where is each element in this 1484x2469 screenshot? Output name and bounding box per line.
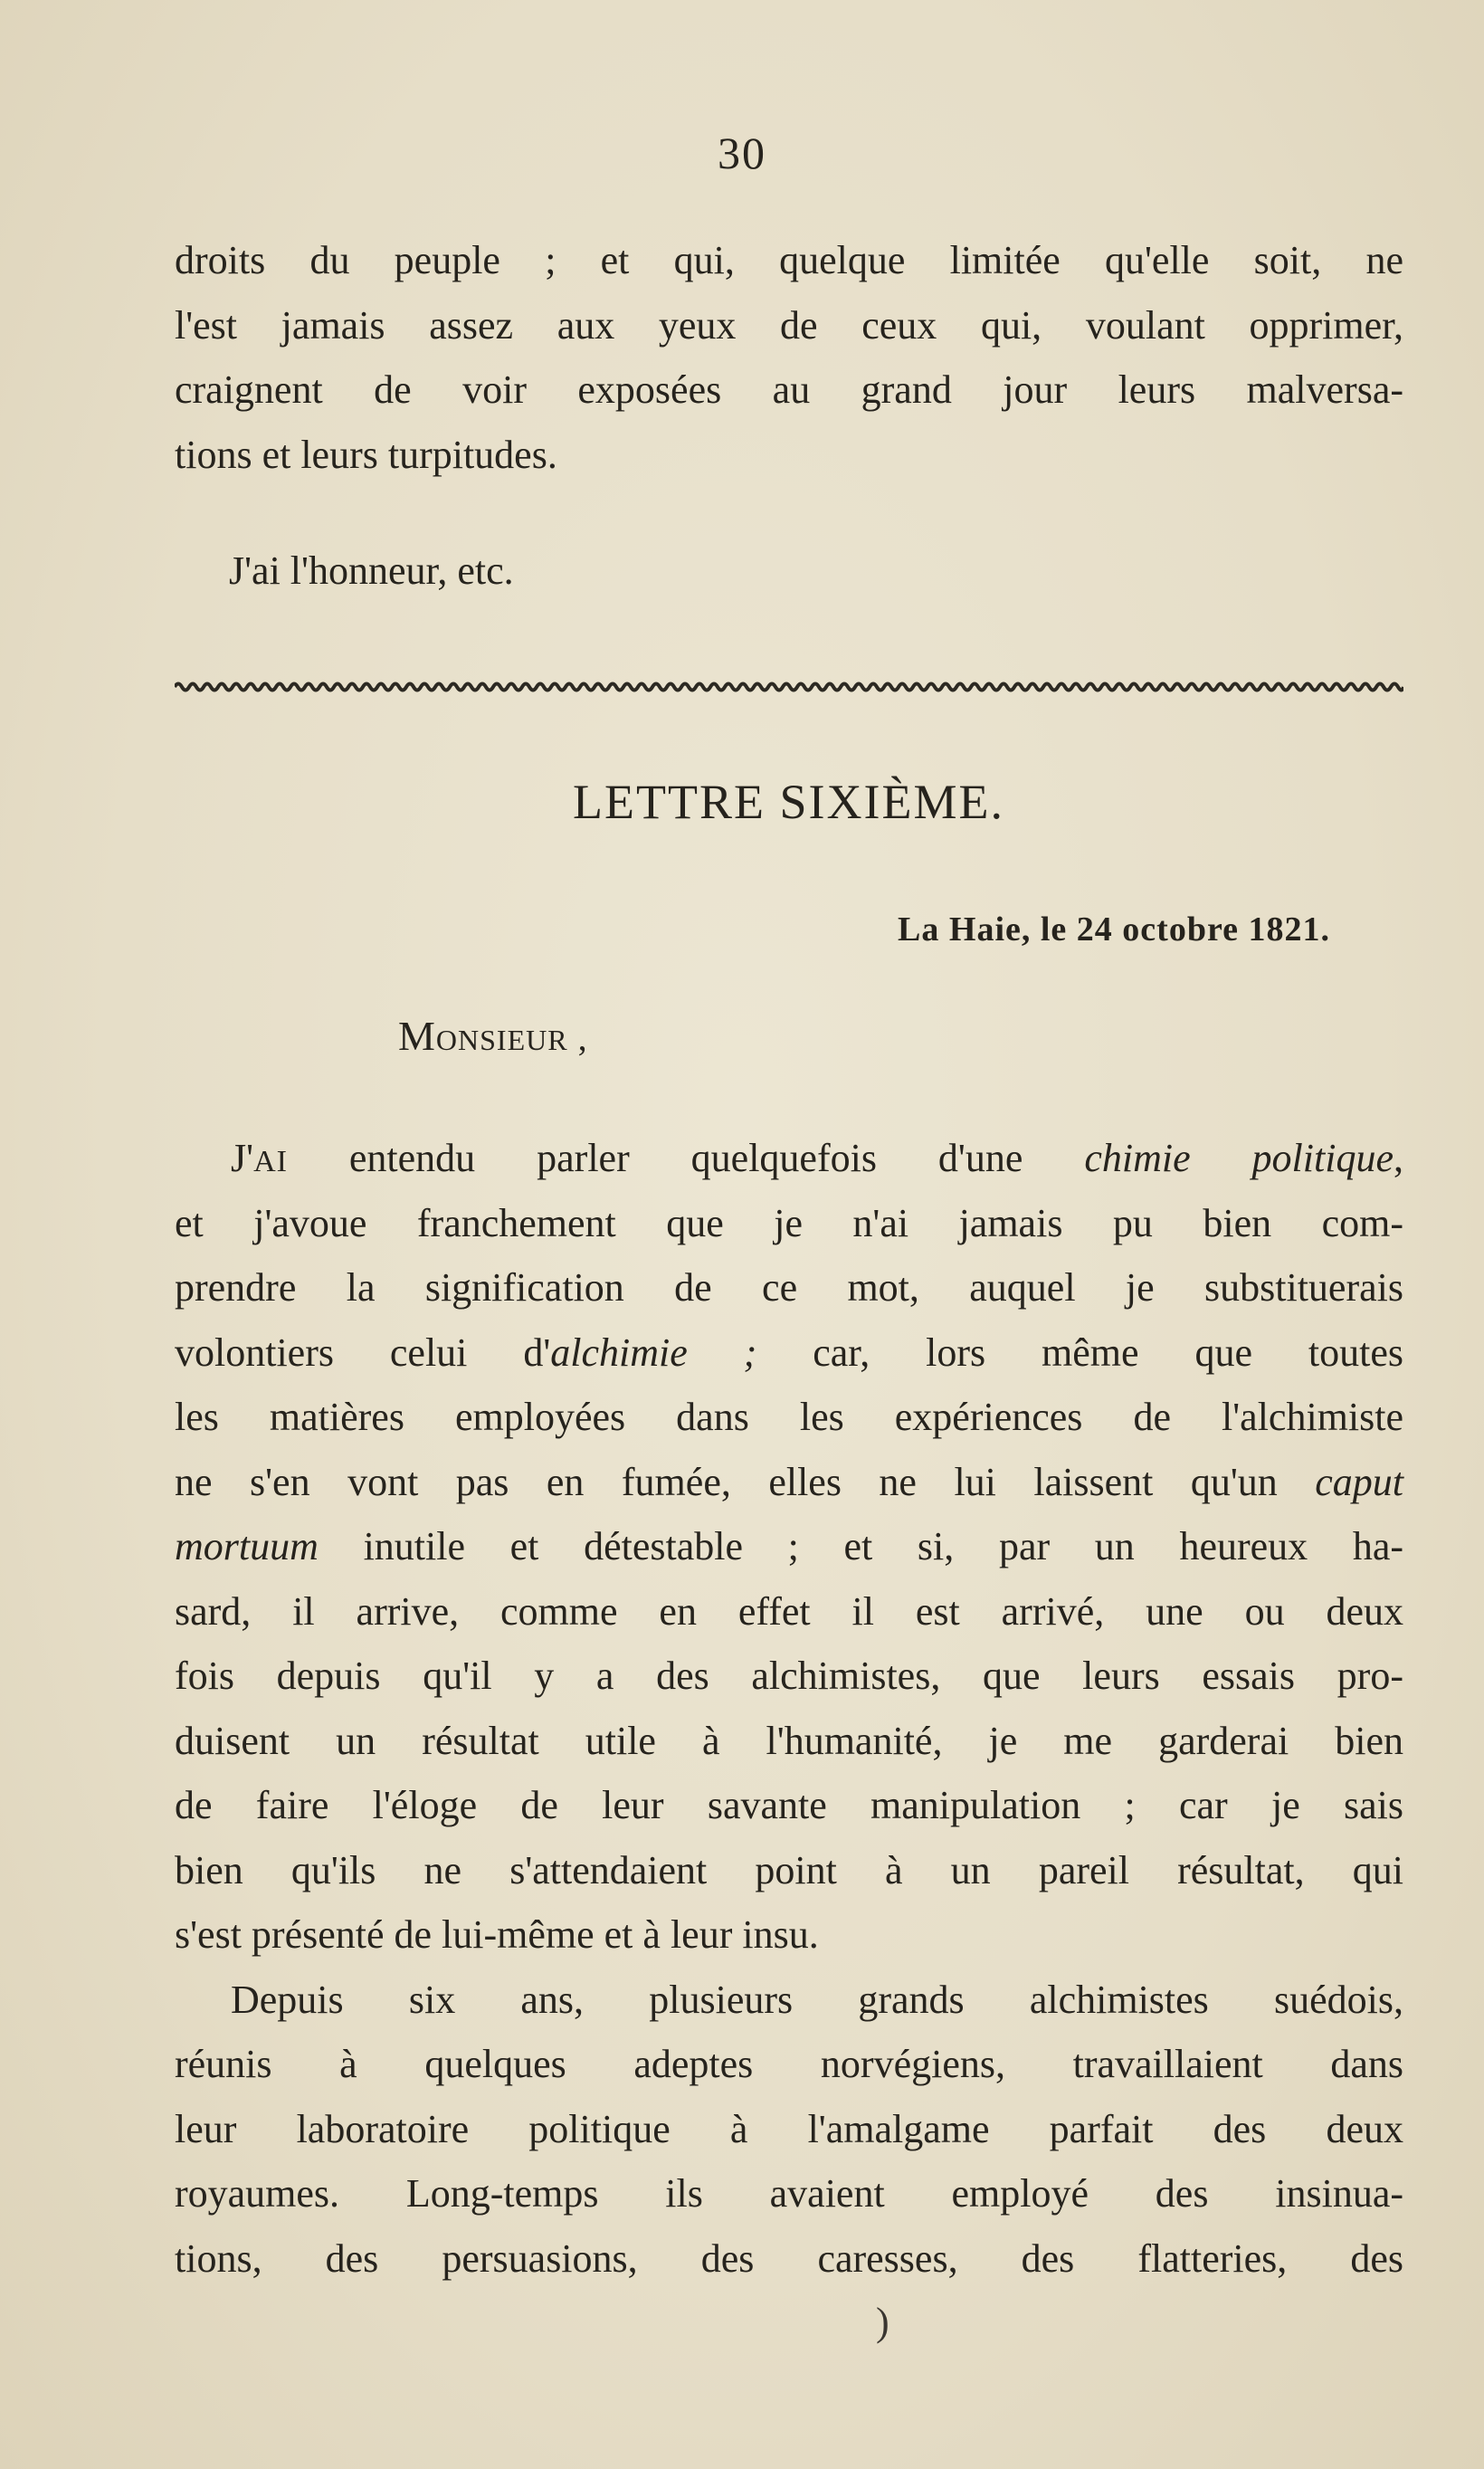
text-line (175, 1126, 1403, 1191)
text-line: sard, il arrive, comme en effet il est arrivé, une ou deux (175, 1588, 1403, 1634)
text-run: , (1394, 1136, 1403, 1180)
italic-term: alchimie ; (550, 1330, 757, 1375)
italic-term: mortuum (175, 1524, 319, 1568)
salutation-smallcaps: ONSIEUR (435, 1024, 568, 1056)
text-line: tions et leurs turpitudes. (175, 432, 557, 477)
salutation-initial: M (398, 1013, 436, 1059)
salutation (398, 1012, 588, 1060)
text-line: Depuis six ans, plusieurs grands alchimistes suédois, (231, 1977, 1403, 2022)
text-line: réunis à quelques adeptes norvégiens, travaillaient dans (175, 2042, 1403, 2086)
text-run: entendu parler quelquefois d'une (287, 1136, 1085, 1180)
ornamental-rule (175, 681, 1403, 693)
italic-term: caput (1315, 1459, 1403, 1504)
text-run: inutile et détestable ; et si, par un heureux ha- (318, 1524, 1403, 1568)
footer-mark: ) (876, 2300, 889, 2344)
letter-title: LETTRE SIXIÈME. (573, 775, 1004, 829)
dateline: La Haie, le 24 octobre 1821. (898, 910, 1330, 949)
opening-paragraph (175, 228, 1403, 487)
text-line: bien qu'ils ne s'attendaient point à un pareil résultat, qui (175, 1847, 1403, 1892)
text-line: fois depuis qu'il y a des alchimistes, que leurs essais pro- (175, 1654, 1403, 1698)
text-line: les matières employées dans les expériences de l'alchimiste (175, 1395, 1403, 1439)
text-line: et j'avoue franchement que je n'ai jamais pu bien com- (175, 1200, 1403, 1245)
text-line: craignent de voir exposées au grand jour leurs malversa- (175, 367, 1403, 412)
salutation-end: , (567, 1017, 588, 1058)
closing-formula: J'ai l'honneur, etc. (229, 548, 514, 593)
text-run: car, lors même que toutes (756, 1330, 1403, 1375)
text-run: volontiers celui d' (175, 1330, 551, 1375)
text-line: de faire l'éloge de leur savante manipulation ; car je sais (175, 1783, 1403, 1827)
initial-letter: J' (231, 1136, 254, 1180)
text-line: l'est jamais assez aux yeux de ceux qui, voulant opprimer, (175, 302, 1403, 348)
text-line: droits du peuple ; et qui, quelque limitée qu'elle soit, ne (175, 238, 1403, 282)
text-line (175, 1320, 1403, 1386)
text-line (175, 1450, 1403, 1515)
text-line: prendre la signification de ce mot, auquel je substituerais (175, 1265, 1403, 1310)
text-line (175, 1514, 1403, 1579)
text-run: ne s'en vont pas en fumée, elles ne lui laissent qu'un (175, 1459, 1316, 1504)
initial-smallcaps: AI (253, 1145, 288, 1178)
text-line: tions, des persuasions, des caresses, des flatteries, des (175, 2235, 1403, 2281)
page-number: 30 (718, 128, 766, 178)
text-line: royaumes. Long-temps ils avaient employé des insinua- (175, 2171, 1403, 2216)
italic-term: chimie politique (1084, 1136, 1394, 1180)
text-line: leur laboratoire politique à l'amalgame parfait des deux (175, 2106, 1403, 2151)
text-line: duisent un résultat utile à l'humanité, je me garderai bien (175, 1718, 1403, 1763)
text-line: s'est présenté de lui-même et à leur insu. (175, 1912, 819, 1957)
letter-body (175, 1126, 1403, 2291)
